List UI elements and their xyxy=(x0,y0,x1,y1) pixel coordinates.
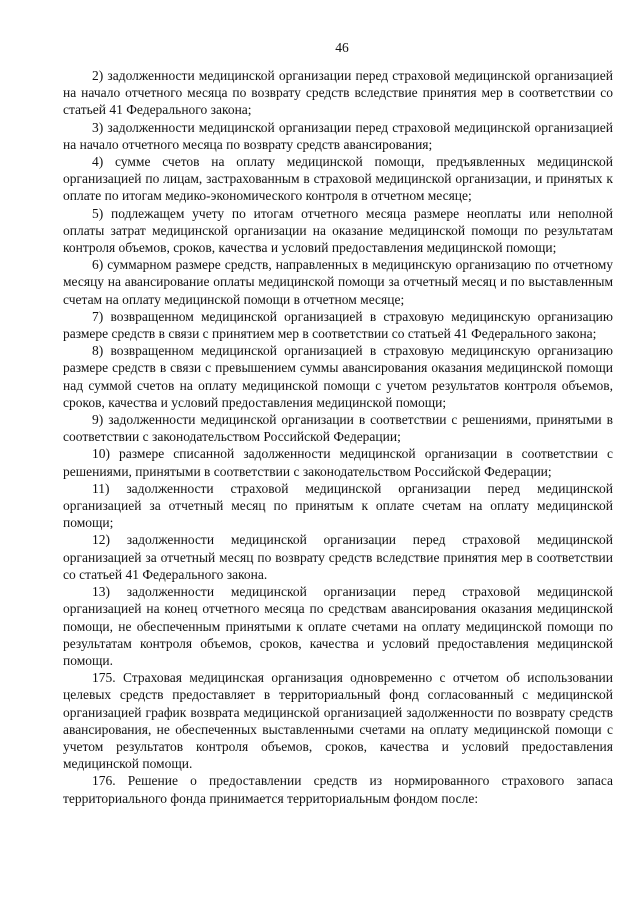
paragraph: 176. Решение о предоставлении средств из нормированного страхового запаса территориального фонда принимается территориальным фондом после: xyxy=(63,773,613,806)
document-body xyxy=(63,67,613,807)
paragraph: 3) задолженности медицинской организации перед страховой медицинской организацией на начало отчетного месяца по возврату средств авансирования; xyxy=(63,119,613,152)
paragraph: 175. Страховая медицинская организация одновременно с отчетом об использовании целевых средств предоставляет в территориальный фонд согласованный с медицинской организацией график возврата медицинской организацией задолженности по возврату средств авансирования, не обеспеченных выставленными счетами на оплату медицинской помощи с учетом результатов контроля объемов, сроков, качества и условий предоставления медицинской помощи. xyxy=(63,670,613,772)
paragraph: 12) задолженности медицинской организации перед страховой медицинской организацией за отчетный месяц по возврату средств вследствие принятия мер в соответствии со статьей 41 Федерального закона. xyxy=(63,532,613,582)
paragraph: 7) возвращенном медицинской организацией в страховую медицинскую организацию размере средств в связи с принятием мер в соответствии со статьей 41 Федерального закона; xyxy=(63,308,613,342)
paragraph: 6) суммарном размере средств, направленных в медицинскую организацию по отчетному месяцу на авансирование оплаты медицинской помощи за отчетный месяц и по выставленным счетам на оплату медицинской помощи в отчетном месяце; xyxy=(63,257,613,307)
paragraph: 10) размере списанной задолженности медицинской организации в соответствии с решениями, принятыми в соответствии с законодательством Российской Федерации; xyxy=(63,446,613,479)
paragraph: 5) подлежащем учету по итогам отчетного месяца размере неоплаты или неполной оплаты затрат медицинской организации на оказание медицинской помощи по результатам контроля объемов, сроков, качества и условий предоставления медицинской помощи; xyxy=(63,205,613,256)
paragraph: 8) возвращенном медицинской организацией в страховую медицинскую организацию размере средств в связи с превышением суммы авансирования оказания медицинской помощи над суммой счетов на оплату медицинской помощи с учетом результатов контроля объемов, сроков, качества и условий предоставления медицинской помощи; xyxy=(63,343,613,410)
paragraph: 4) сумме счетов на оплату медицинской помощи, предъявленных медицинской организацией по лицам, застрахованным в страховой медицинской организации, и принятых к оплате по итогам медико-экономического контроля в отчетном месяце; xyxy=(63,154,613,204)
page-number: 46 xyxy=(335,40,349,55)
paragraph: 11) задолженности страховой медицинской организации перед медицинской организацией за отчетный месяц по принятым к оплате счетам на оплату медицинской помощи; xyxy=(63,480,613,531)
paragraph: 13) задолженности медицинской организации перед страховой медицинской организацией на конец отчетного месяца по средствам авансирования оказания медицинской помощи, не обеспеченным принятыми к оплате счетами на оплату медицинской помощи по результатам контроля объемов, сроков, качества и условий предоставления медицинской помощи. xyxy=(63,584,613,668)
paragraph: 2) задолженности медицинской организации перед страховой медицинской организацией на начало отчетного месяца по возврату средств вследствие принятия мер в соответствии со статьей 41 Федерального закона; xyxy=(63,68,613,118)
paragraph: 9) задолженности медицинской организации в соответствии с решениями, принятыми в соответствии с законодательством Российской Федерации; xyxy=(63,412,613,445)
